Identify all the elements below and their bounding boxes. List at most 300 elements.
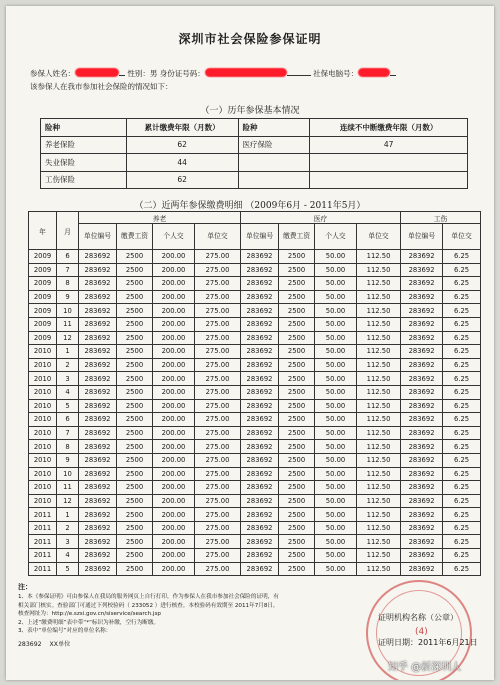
table-cell: 112.50 bbox=[357, 467, 401, 481]
table-cell: 2010 bbox=[29, 413, 57, 427]
table-cell: 275.00 bbox=[195, 290, 241, 304]
table-cell: 2500 bbox=[279, 399, 315, 413]
table-row bbox=[29, 508, 481, 522]
table-cell: 2010 bbox=[29, 399, 57, 413]
table-cell: 275.00 bbox=[195, 413, 241, 427]
table-cell: 112.50 bbox=[357, 508, 401, 522]
table-cell: 283692 bbox=[241, 413, 279, 427]
group-injury: 工伤 bbox=[401, 212, 481, 224]
table-cell: 283692 bbox=[401, 562, 443, 576]
table-cell: 275.00 bbox=[195, 358, 241, 372]
table-cell: 200.00 bbox=[153, 250, 195, 264]
table-cell: 283692 bbox=[241, 481, 279, 495]
table-row bbox=[29, 304, 481, 318]
table-row bbox=[29, 467, 481, 481]
table-cell: 283692 bbox=[79, 426, 117, 440]
table-cell: 275.00 bbox=[195, 399, 241, 413]
notes bbox=[18, 582, 318, 650]
group-medical: 医疗 bbox=[241, 212, 401, 224]
header-continuous-months: 连续不中断缴费年限（月数） bbox=[310, 119, 468, 137]
sub-unit-code: 单位编号 bbox=[79, 224, 117, 250]
table-cell: 112.50 bbox=[357, 413, 401, 427]
table-cell: 6.25 bbox=[443, 385, 481, 399]
insurance-type: 失业保险 bbox=[41, 154, 127, 172]
table-row bbox=[29, 535, 481, 549]
table-cell: 275.00 bbox=[195, 562, 241, 576]
table-cell: 283692 bbox=[79, 263, 117, 277]
table-cell: 283692 bbox=[401, 345, 443, 359]
table-cell: 50.00 bbox=[315, 467, 357, 481]
table-cell: 200.00 bbox=[153, 413, 195, 427]
table-cell: 2500 bbox=[279, 290, 315, 304]
table-cell: 112.50 bbox=[357, 331, 401, 345]
sub-personal-pay: 个人交 bbox=[153, 224, 195, 250]
table-cell: 2500 bbox=[117, 317, 153, 331]
issue-date: 证明日期：2011年6月21日 bbox=[378, 638, 478, 647]
table-cell: 2500 bbox=[279, 331, 315, 345]
table-cell: 2500 bbox=[279, 453, 315, 467]
id-blank bbox=[287, 68, 311, 76]
table-cell: 2500 bbox=[117, 453, 153, 467]
table-cell: 6.25 bbox=[443, 481, 481, 495]
header-insurance-type: 险种 bbox=[41, 119, 127, 137]
table-cell: 283692 bbox=[401, 250, 443, 264]
issuer: 证明机构名称（公章） bbox=[378, 613, 458, 622]
table-cell: 2500 bbox=[279, 467, 315, 481]
table-cell: 2500 bbox=[279, 440, 315, 454]
table-row bbox=[29, 426, 481, 440]
table-cell: 283692 bbox=[241, 358, 279, 372]
table-cell: 2500 bbox=[279, 508, 315, 522]
table-cell: 112.50 bbox=[357, 277, 401, 291]
table-cell: 200.00 bbox=[153, 467, 195, 481]
table-cell: 283692 bbox=[79, 317, 117, 331]
table-cell: 275.00 bbox=[195, 549, 241, 563]
redacted-name bbox=[75, 68, 119, 77]
table-cell: 2500 bbox=[279, 277, 315, 291]
insurance-type: 养老保险 bbox=[41, 136, 127, 154]
table-cell: 283692 bbox=[241, 385, 279, 399]
table-cell: 2010 bbox=[29, 372, 57, 386]
table-cell: 9 bbox=[57, 290, 79, 304]
table-cell: 200.00 bbox=[153, 290, 195, 304]
table-cell: 2500 bbox=[279, 426, 315, 440]
table-cell: 2500 bbox=[279, 521, 315, 535]
table-cell: 2010 bbox=[29, 426, 57, 440]
table-cell: 283692 bbox=[241, 521, 279, 535]
gender-label: 性别： bbox=[127, 69, 150, 78]
table-cell: 7 bbox=[57, 426, 79, 440]
table-cell: 200.00 bbox=[153, 562, 195, 576]
table-cell: 50.00 bbox=[315, 494, 357, 508]
table-cell: 200.00 bbox=[153, 453, 195, 467]
table-cell: 2500 bbox=[279, 494, 315, 508]
table-cell: 2011 bbox=[29, 535, 57, 549]
table-cell: 2009 bbox=[29, 263, 57, 277]
note-1b: 相关部门核实。查验部门可通过下列校验码（ 233052 ）进行核查。本校验码有效期至 2011年7月8日， bbox=[18, 602, 279, 609]
table-cell: 50.00 bbox=[315, 345, 357, 359]
table-cell: 283692 bbox=[241, 508, 279, 522]
table-cell: 11 bbox=[57, 481, 79, 495]
sub-unit-pay: 单位交 bbox=[357, 224, 401, 250]
table-cell: 283692 bbox=[241, 426, 279, 440]
table-cell: 50.00 bbox=[315, 426, 357, 440]
table-cell: 6.25 bbox=[443, 413, 481, 427]
table-cell: 2500 bbox=[117, 331, 153, 345]
table-cell: 6.25 bbox=[443, 426, 481, 440]
table-cell: 283692 bbox=[241, 304, 279, 318]
table-cell: 6.25 bbox=[443, 535, 481, 549]
table-cell: 200.00 bbox=[153, 508, 195, 522]
table-cell: 200.00 bbox=[153, 358, 195, 372]
table-cell: 2500 bbox=[279, 317, 315, 331]
note-3: 3、表中“单位编号”对应的单位名称： bbox=[18, 628, 112, 635]
redacted-card-number bbox=[358, 68, 390, 77]
table-cell: 50.00 bbox=[315, 385, 357, 399]
table-cell: 112.50 bbox=[357, 317, 401, 331]
table-cell: 11 bbox=[57, 317, 79, 331]
table-cell: 275.00 bbox=[195, 426, 241, 440]
table-cell: 2009 bbox=[29, 317, 57, 331]
table-cell: 2500 bbox=[117, 508, 153, 522]
table-cell: 6.25 bbox=[443, 304, 481, 318]
insurance-certificate bbox=[6, 6, 494, 680]
table-cell: 275.00 bbox=[195, 372, 241, 386]
table-cell: 10 bbox=[57, 467, 79, 481]
card-blank bbox=[390, 68, 396, 76]
table-cell: 50.00 bbox=[315, 317, 357, 331]
unit-name: XX单位 bbox=[49, 641, 71, 649]
detail-body bbox=[29, 250, 481, 576]
table-cell: 283692 bbox=[241, 263, 279, 277]
table-row bbox=[29, 358, 481, 372]
table-cell: 112.50 bbox=[357, 345, 401, 359]
table-cell: 12 bbox=[57, 331, 79, 345]
table-cell: 112.50 bbox=[357, 426, 401, 440]
table-cell: 1 bbox=[57, 508, 79, 522]
table-cell: 2500 bbox=[279, 358, 315, 372]
table-cell: 200.00 bbox=[153, 399, 195, 413]
table-cell: 50.00 bbox=[315, 304, 357, 318]
table-cell: 6.25 bbox=[443, 250, 481, 264]
table-cell: 200.00 bbox=[153, 331, 195, 345]
table-cell: 283692 bbox=[79, 372, 117, 386]
table-cell: 283692 bbox=[241, 549, 279, 563]
table-cell: 283692 bbox=[79, 453, 117, 467]
table-cell: 283692 bbox=[241, 277, 279, 291]
sub-contribution-wage: 缴费工资 bbox=[117, 224, 153, 250]
table-cell: 200.00 bbox=[153, 494, 195, 508]
table-cell: 50.00 bbox=[315, 549, 357, 563]
table-cell: 283692 bbox=[241, 399, 279, 413]
table-cell: 2500 bbox=[117, 535, 153, 549]
table-cell: 112.50 bbox=[357, 481, 401, 495]
table-cell: 283692 bbox=[79, 521, 117, 535]
table-cell: 283692 bbox=[401, 521, 443, 535]
table-cell: 6 bbox=[57, 413, 79, 427]
table-cell: 112.50 bbox=[357, 562, 401, 576]
note-1c: 核查网址为：http://e.szsi.gov.cn/siservice/search.jsp bbox=[18, 611, 161, 618]
table-cell: 50.00 bbox=[315, 481, 357, 495]
insurance-type-2 bbox=[238, 171, 310, 189]
basic-header-row bbox=[41, 119, 468, 137]
table-cell: 283692 bbox=[401, 494, 443, 508]
table-cell: 2500 bbox=[117, 494, 153, 508]
table-cell: 2500 bbox=[279, 372, 315, 386]
table-cell: 283692 bbox=[401, 549, 443, 563]
basic-row bbox=[41, 136, 468, 154]
table-cell: 112.50 bbox=[357, 263, 401, 277]
table-cell: 112.50 bbox=[357, 385, 401, 399]
table-cell: 2009 bbox=[29, 277, 57, 291]
table-cell: 2500 bbox=[117, 521, 153, 535]
table-cell: 200.00 bbox=[153, 277, 195, 291]
table-cell: 6.25 bbox=[443, 494, 481, 508]
table-cell: 2009 bbox=[29, 250, 57, 264]
table-cell: 2010 bbox=[29, 345, 57, 359]
table-cell: 5 bbox=[57, 399, 79, 413]
table-cell: 6 bbox=[57, 250, 79, 264]
table-cell: 2500 bbox=[117, 562, 153, 576]
table-cell: 2500 bbox=[279, 562, 315, 576]
basic-row bbox=[41, 171, 468, 189]
watermark: 知乎 @新深圳人 bbox=[388, 662, 462, 673]
table-row bbox=[29, 345, 481, 359]
basic-row bbox=[41, 154, 468, 172]
table-cell: 2500 bbox=[117, 440, 153, 454]
table-row bbox=[29, 440, 481, 454]
name-label: 参保人姓名： bbox=[30, 69, 75, 78]
table-cell: 6.25 bbox=[443, 467, 481, 481]
table-cell: 275.00 bbox=[195, 521, 241, 535]
table-cell: 50.00 bbox=[315, 277, 357, 291]
table-cell: 2010 bbox=[29, 385, 57, 399]
table-cell: 283692 bbox=[241, 331, 279, 345]
table-row bbox=[29, 481, 481, 495]
table-cell: 6.25 bbox=[443, 440, 481, 454]
sub-contribution-wage: 缴费工资 bbox=[279, 224, 315, 250]
table-cell: 283692 bbox=[401, 372, 443, 386]
table-row bbox=[29, 399, 481, 413]
table-cell: 283692 bbox=[79, 535, 117, 549]
sub-unit-code: 单位编号 bbox=[241, 224, 279, 250]
table-cell: 2009 bbox=[29, 331, 57, 345]
header-month: 月 bbox=[57, 212, 79, 250]
table-cell: 2500 bbox=[279, 345, 315, 359]
table-cell: 283692 bbox=[79, 549, 117, 563]
table-cell: 283692 bbox=[241, 317, 279, 331]
table-cell: 6.25 bbox=[443, 277, 481, 291]
table-cell: 50.00 bbox=[315, 331, 357, 345]
table-cell: 283692 bbox=[401, 413, 443, 427]
table-cell: 275.00 bbox=[195, 331, 241, 345]
table-cell: 2500 bbox=[279, 535, 315, 549]
table-cell: 2011 bbox=[29, 508, 57, 522]
id-label: 身份证号码： bbox=[159, 69, 205, 78]
table-cell: 2500 bbox=[279, 413, 315, 427]
table-row bbox=[29, 549, 481, 563]
table-row bbox=[29, 263, 481, 277]
table-cell: 6.25 bbox=[443, 317, 481, 331]
table-cell: 112.50 bbox=[357, 440, 401, 454]
redacted-id-number bbox=[205, 68, 287, 77]
table-cell: 283692 bbox=[401, 399, 443, 413]
table-cell: 283692 bbox=[79, 358, 117, 372]
table-cell: 200.00 bbox=[153, 385, 195, 399]
insurance-type: 工伤保险 bbox=[41, 171, 127, 189]
table-cell: 9 bbox=[57, 453, 79, 467]
table-cell: 2500 bbox=[117, 250, 153, 264]
table-row bbox=[29, 277, 481, 291]
table-cell: 6.25 bbox=[443, 562, 481, 576]
table-cell: 283692 bbox=[79, 413, 117, 427]
table-cell: 112.50 bbox=[357, 304, 401, 318]
table-cell: 5 bbox=[57, 562, 79, 576]
personal-info-line bbox=[30, 68, 396, 79]
table-cell: 2011 bbox=[29, 549, 57, 563]
table-cell: 6.25 bbox=[443, 399, 481, 413]
table-cell: 2500 bbox=[117, 263, 153, 277]
table-cell: 50.00 bbox=[315, 290, 357, 304]
table-cell: 283692 bbox=[241, 250, 279, 264]
table-cell: 275.00 bbox=[195, 277, 241, 291]
table-cell: 283692 bbox=[79, 290, 117, 304]
table-cell: 275.00 bbox=[195, 263, 241, 277]
table-cell: 2500 bbox=[117, 277, 153, 291]
table-cell: 2500 bbox=[279, 304, 315, 318]
table-cell: 112.50 bbox=[357, 290, 401, 304]
table-cell: 3 bbox=[57, 535, 79, 549]
detail-subheader-row bbox=[29, 224, 481, 250]
table-cell: 112.50 bbox=[357, 535, 401, 549]
basic-info-table bbox=[40, 118, 468, 189]
table-cell: 6.25 bbox=[443, 549, 481, 563]
table-row bbox=[29, 250, 481, 264]
table-cell: 2010 bbox=[29, 453, 57, 467]
table-cell: 283692 bbox=[79, 385, 117, 399]
table-cell: 2500 bbox=[117, 426, 153, 440]
table-cell: 6.25 bbox=[443, 453, 481, 467]
table-cell: 8 bbox=[57, 277, 79, 291]
intro-line: 该参保人在我市参加社会保险的情况如下： bbox=[30, 82, 173, 91]
table-cell: 2500 bbox=[117, 304, 153, 318]
table-cell: 200.00 bbox=[153, 372, 195, 386]
payment-detail-table bbox=[28, 211, 481, 576]
table-cell: 275.00 bbox=[195, 508, 241, 522]
table-cell: 200.00 bbox=[153, 535, 195, 549]
table-cell: 275.00 bbox=[195, 385, 241, 399]
table-cell: 275.00 bbox=[195, 535, 241, 549]
table-cell: 283692 bbox=[241, 372, 279, 386]
table-cell: 2011 bbox=[29, 521, 57, 535]
table-cell: 2010 bbox=[29, 481, 57, 495]
table-cell: 283692 bbox=[401, 290, 443, 304]
table-cell: 283692 bbox=[401, 508, 443, 522]
table-cell: 2 bbox=[57, 358, 79, 372]
cumulative-months: 62 bbox=[126, 136, 238, 154]
table-cell: 283692 bbox=[79, 440, 117, 454]
table-cell: 50.00 bbox=[315, 508, 357, 522]
table-cell: 50.00 bbox=[315, 358, 357, 372]
table-cell: 200.00 bbox=[153, 426, 195, 440]
table-row bbox=[29, 317, 481, 331]
table-cell: 283692 bbox=[79, 304, 117, 318]
table-row bbox=[29, 290, 481, 304]
sub-personal-pay: 个人交 bbox=[315, 224, 357, 250]
detail-group-row bbox=[29, 212, 481, 224]
table-cell: 283692 bbox=[401, 317, 443, 331]
table-cell: 283692 bbox=[401, 385, 443, 399]
table-cell: 6.25 bbox=[443, 290, 481, 304]
table-cell: 50.00 bbox=[315, 535, 357, 549]
table-cell: 283692 bbox=[401, 331, 443, 345]
table-cell: 2010 bbox=[29, 358, 57, 372]
table-cell: 275.00 bbox=[195, 440, 241, 454]
group-pension: 养老 bbox=[79, 212, 241, 224]
continuous-months bbox=[310, 154, 468, 172]
table-cell: 50.00 bbox=[315, 413, 357, 427]
table-cell: 283692 bbox=[79, 331, 117, 345]
table-cell: 6.25 bbox=[443, 345, 481, 359]
document-title: 深圳市社会保险参保证明 bbox=[178, 32, 322, 46]
header-insurance-type-2: 险种 bbox=[238, 119, 310, 137]
table-cell: 2500 bbox=[279, 263, 315, 277]
table-cell: 6.25 bbox=[443, 372, 481, 386]
table-cell: 2011 bbox=[29, 562, 57, 576]
table-cell: 6.25 bbox=[443, 331, 481, 345]
gender-value: 男 bbox=[149, 69, 158, 78]
table-cell: 283692 bbox=[401, 426, 443, 440]
table-cell: 2500 bbox=[279, 250, 315, 264]
table-cell: 200.00 bbox=[153, 521, 195, 535]
table-cell: 283692 bbox=[241, 453, 279, 467]
table-row bbox=[29, 453, 481, 467]
table-cell: 200.00 bbox=[153, 440, 195, 454]
table-cell: 283692 bbox=[401, 304, 443, 318]
continuous-months: 47 bbox=[310, 136, 468, 154]
header-cumulative-months: 累计缴费年限（月数） bbox=[126, 119, 238, 137]
table-cell: 6.25 bbox=[443, 508, 481, 522]
table-cell: 283692 bbox=[401, 535, 443, 549]
table-cell: 4 bbox=[57, 549, 79, 563]
table-cell: 200.00 bbox=[153, 549, 195, 563]
table-cell: 283692 bbox=[401, 440, 443, 454]
table-cell: 200.00 bbox=[153, 481, 195, 495]
table-cell: 112.50 bbox=[357, 358, 401, 372]
name-blank bbox=[119, 68, 125, 76]
cumulative-months: 44 bbox=[126, 154, 238, 172]
table-cell: 275.00 bbox=[195, 453, 241, 467]
table-row bbox=[29, 372, 481, 386]
table-cell: 1 bbox=[57, 345, 79, 359]
table-cell: 283692 bbox=[79, 277, 117, 291]
table-cell: 2009 bbox=[29, 290, 57, 304]
table-cell: 12 bbox=[57, 494, 79, 508]
table-cell: 50.00 bbox=[315, 372, 357, 386]
table-cell: 283692 bbox=[79, 399, 117, 413]
table-row bbox=[29, 521, 481, 535]
table-cell: 283692 bbox=[241, 535, 279, 549]
table-cell: 283692 bbox=[79, 494, 117, 508]
table-cell: 6.25 bbox=[443, 358, 481, 372]
table-cell: 200.00 bbox=[153, 345, 195, 359]
table-cell: 275.00 bbox=[195, 317, 241, 331]
table-cell: 6.25 bbox=[443, 263, 481, 277]
sub-unit-pay: 单位交 bbox=[195, 224, 241, 250]
table-cell: 283692 bbox=[241, 440, 279, 454]
table-cell: 2500 bbox=[117, 345, 153, 359]
table-cell: 283692 bbox=[401, 263, 443, 277]
